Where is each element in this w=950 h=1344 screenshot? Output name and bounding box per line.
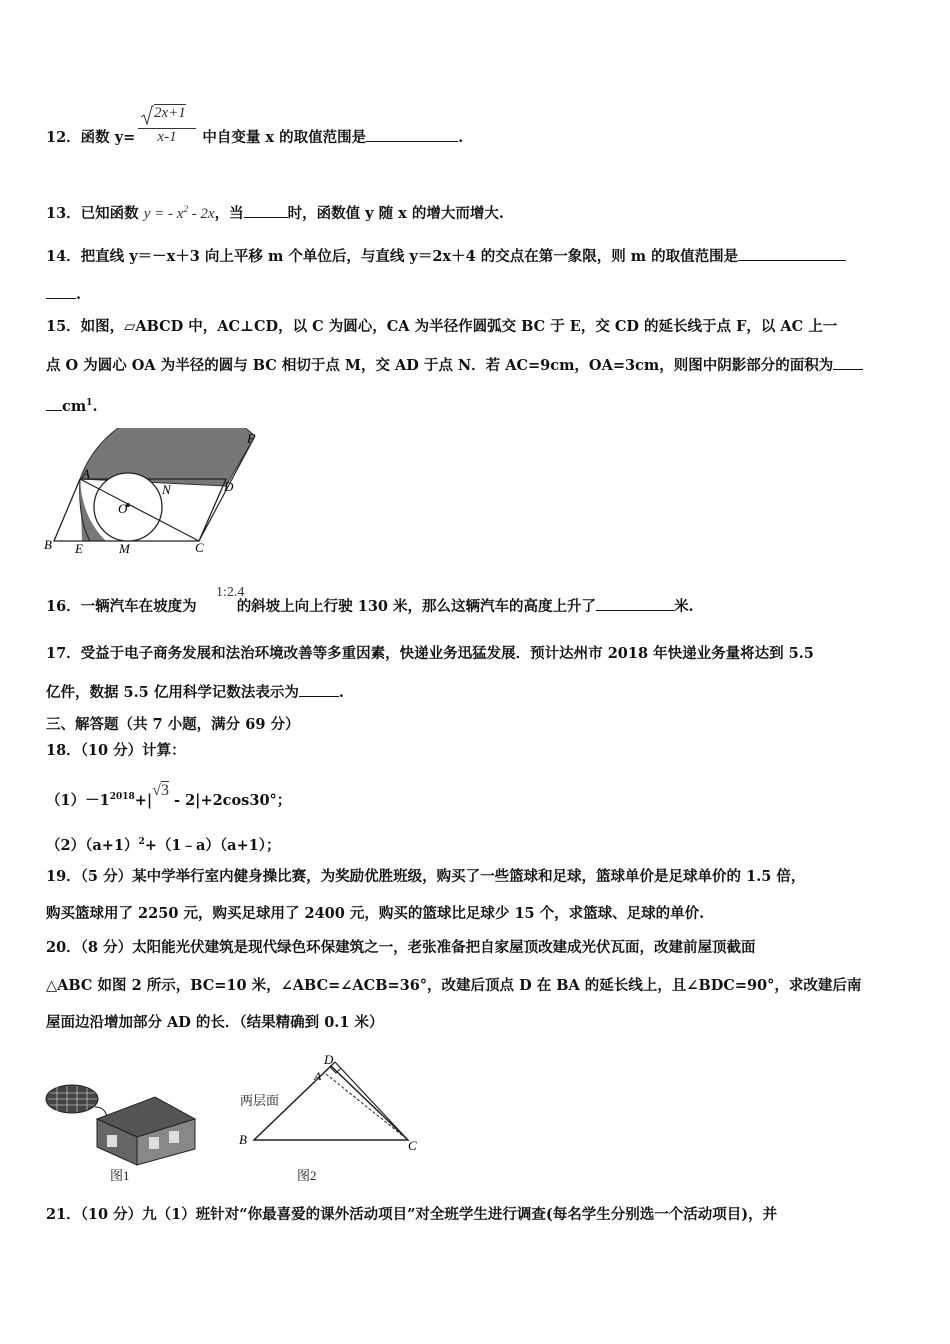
q16-answer-blank[interactable] bbox=[596, 596, 674, 611]
q15-end: . bbox=[92, 397, 98, 415]
q12-text-b: 中自变量 x 的取值范围是 bbox=[197, 129, 367, 146]
fig15-label-M: M bbox=[119, 541, 130, 553]
q20-figure2-triangle bbox=[232, 1052, 432, 1182]
q17-text2: 亿件，数据 5.5 亿用科学记数法表示为 bbox=[46, 684, 299, 701]
q15-figure bbox=[44, 428, 259, 553]
q13-text-a: 13．已知函数 bbox=[46, 205, 139, 222]
q13-formula: y = - $x^2 - 2x$ bbox=[143, 204, 215, 222]
q18-part1-a: （1）－1 bbox=[46, 791, 110, 809]
q15-text2: 点 O 为圆心 OA 为半径的圆与 BC 相切于点 M，交 AD 于点 N．若 AC=9cm，OA=3cm，则图中阴影部分的面积为 bbox=[46, 357, 834, 374]
q15-answer-blank-2[interactable] bbox=[46, 396, 62, 411]
q18-part2-sup: 2 bbox=[138, 837, 145, 847]
q20-line3: 屋面边沿增加部分 AD 的长．（结果精确到 0.1 米） bbox=[46, 1014, 384, 1031]
q20-line2: △ABC 如图 2 所示，BC=10 米，∠ABC=∠ACB=36°，改建后顶点 D 在 BA 的延长线上，且∠BDC=90°，求改建后南 bbox=[46, 977, 862, 994]
q15-answer-blank[interactable] bbox=[833, 355, 863, 370]
q15-line3 bbox=[46, 393, 98, 417]
fig15-label-E: E bbox=[75, 541, 83, 553]
q18-part2-a: （2）（a+1） bbox=[46, 836, 139, 854]
q17-text1: 17．受益于电子商务发展和法治环境改善等多重因素，快递业务迅猛发展．预计达州市 2018 年快递业务量将达到 5.5 bbox=[46, 645, 814, 662]
q17-line1 bbox=[46, 644, 814, 664]
q16-text-c: 米. bbox=[674, 598, 694, 615]
q14-answer-blank[interactable] bbox=[738, 246, 846, 261]
q12-line bbox=[46, 127, 463, 148]
q12-numerator: 2x+1 bbox=[154, 105, 186, 121]
fig2-label-A: A bbox=[314, 1069, 322, 1083]
q14-end: . bbox=[76, 286, 82, 303]
q15-unit: cm bbox=[62, 397, 87, 415]
fig2-label-C: C bbox=[408, 1138, 417, 1153]
fig2-label-B: B bbox=[239, 1132, 247, 1147]
q14-line2 bbox=[46, 284, 81, 305]
fig2-roof-label: 两层面 bbox=[240, 1093, 280, 1108]
q13-line bbox=[46, 199, 504, 224]
fig15-label-N: N bbox=[162, 482, 171, 497]
q19-line2: 购买篮球用了 2250 元，购买足球用了 2400 元，购买的篮球比足球少 15 个，求篮球、足球的单价. bbox=[46, 905, 705, 922]
fig15-label-D: D bbox=[224, 479, 234, 494]
q13-answer-blank[interactable] bbox=[244, 203, 288, 218]
q18-part1-c: - 2|+2cos30°； bbox=[168, 791, 292, 809]
q20-line1: 20．（8 分）太阳能光伏建筑是现代绿色环保建筑之一，老张准备把自家屋顶改建成光伏瓦面，改建前屋顶截面 bbox=[46, 939, 756, 956]
q15-shaded-region bbox=[80, 428, 255, 486]
q12-end: . bbox=[458, 129, 464, 146]
q14-line1 bbox=[46, 246, 846, 267]
section3-title: 三、解答题（共 7 小题，满分 69 分） bbox=[46, 716, 300, 733]
q12-text-a: 12．函数 y= bbox=[46, 129, 136, 146]
q16-text-a: 16．一辆汽车在坡度为 bbox=[46, 598, 197, 615]
sqrt-icon bbox=[140, 104, 154, 126]
q15-unit-sup: 1 bbox=[86, 398, 93, 408]
q21-line1: 21．（10 分）九（1）班针对“你最喜爱的课外活动项目”对全班学生进行调查(每名学生分别选一个活动项目)，并 bbox=[46, 1206, 778, 1223]
q16-slope: 1:2.4 bbox=[216, 585, 245, 600]
fig15-label-C: C bbox=[195, 540, 204, 553]
q14-text: 14．把直线 y＝－x＋3 向上平移 m 个单位后，与直线 y＝2x＋4 的交点在第一象限，则 m 的取值范围是 bbox=[46, 248, 739, 265]
q18-part2 bbox=[46, 832, 281, 856]
fig15-label-O: O bbox=[118, 501, 128, 516]
q18-title: 18．（10 分）计算： bbox=[46, 742, 186, 759]
fig2-caption: 图2 bbox=[297, 1168, 317, 1182]
q17-answer-blank[interactable] bbox=[299, 682, 339, 697]
q18-sqrt3: √3 bbox=[152, 781, 169, 799]
fig2-label-D: D bbox=[324, 1052, 334, 1067]
q18-part2-b: +（1﹣a）（a+1）； bbox=[144, 836, 281, 854]
q12-fraction bbox=[138, 104, 196, 146]
fig15-label-B: B bbox=[44, 537, 52, 552]
q15-text1: 15．如图，▱ABCD 中，AC⊥CD，以 C 为圆心，CA 为半径作圆弧交 BC 于 E，交 CD 的延长线于点 F，以 AC 上一 bbox=[46, 318, 838, 335]
q16-text-b: 的斜坡上向上行驶 130 米，那么这辆汽车的高度上升了 bbox=[236, 598, 597, 615]
q16-line bbox=[46, 596, 694, 617]
q17-line2 bbox=[46, 682, 344, 703]
q15-line1 bbox=[46, 317, 837, 337]
q19-line1: 19．（5 分）某中学举行室内健身操比赛，为奖励优胜班级，购买了一些篮球和足球，篮球单价是足球单价的 1.5 倍， bbox=[46, 868, 806, 885]
q18-part1-sup: 2018 bbox=[109, 792, 135, 802]
q18-part1 bbox=[46, 781, 292, 811]
q14-answer-blank-2[interactable] bbox=[46, 284, 76, 299]
q13-text-b: ，当 bbox=[214, 205, 244, 222]
fig1-caption: 图1 bbox=[110, 1168, 130, 1182]
q15-line2 bbox=[46, 355, 863, 376]
sqrt-icon: √ bbox=[152, 781, 161, 799]
q20-figure1-house bbox=[45, 1077, 205, 1182]
q13-text-c: 时，函数值 y 随 x 的增大而增大. bbox=[287, 205, 504, 222]
q12-answer-blank[interactable] bbox=[366, 127, 458, 142]
q17-end: . bbox=[338, 684, 344, 701]
q12-denominator: x-1 bbox=[157, 129, 177, 145]
fig15-label-F: F bbox=[247, 431, 255, 446]
fig15-label-A: A bbox=[82, 466, 90, 481]
q18-part1-b: +| bbox=[134, 791, 153, 809]
